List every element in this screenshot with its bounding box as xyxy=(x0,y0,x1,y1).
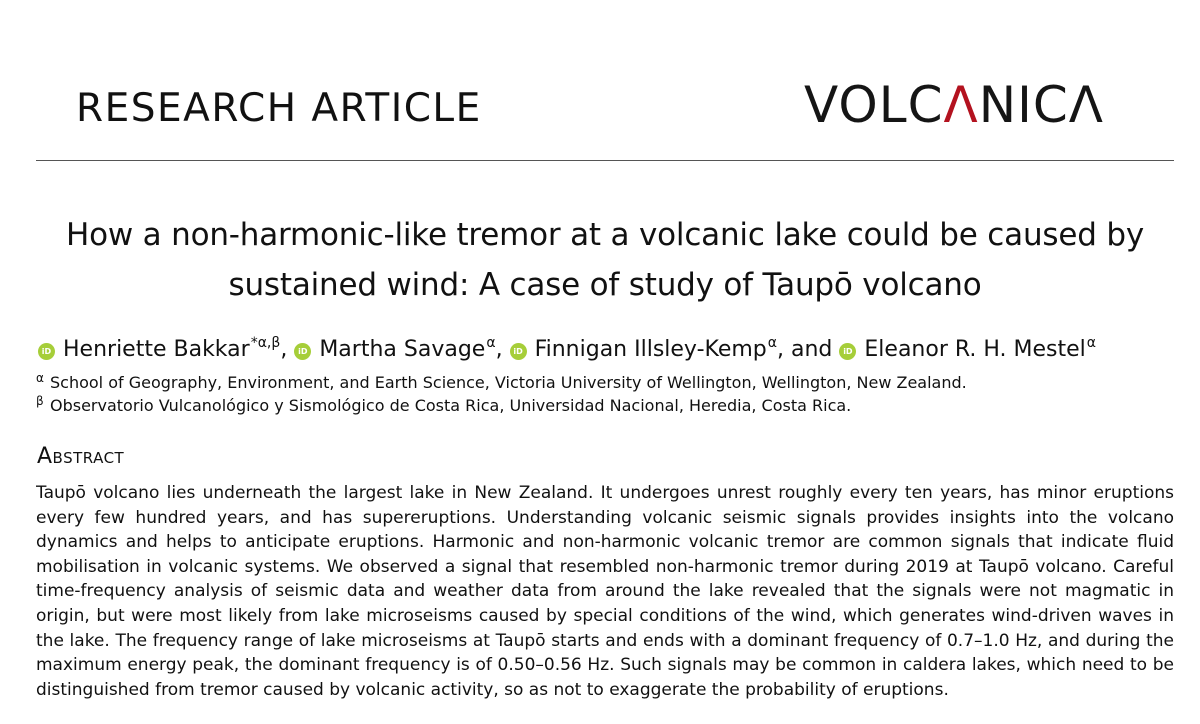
author-name: Martha Savage xyxy=(319,337,486,362)
author-name: Henriette Bakkar xyxy=(63,337,250,362)
logo-final-letter: Λ xyxy=(1068,76,1104,134)
affiliation-mark: α xyxy=(36,371,44,385)
author-name: Eleanor R. H. Mestel xyxy=(864,337,1086,362)
orcid-icon[interactable]: iD xyxy=(38,343,55,360)
author-separator: , and xyxy=(777,337,833,362)
article-title: How a non-harmonic-like tremor at a volcanic lake could be caused by sustained wind: A case of study of Taupō volcano xyxy=(66,217,1144,303)
header-divider xyxy=(36,160,1174,161)
article-header xyxy=(36,72,1174,162)
journal-logo[interactable]: VOLCΛNICΛ xyxy=(804,76,1104,134)
affiliation-mark: β xyxy=(36,394,44,408)
abstract-heading: Abstract xyxy=(37,444,125,469)
orcid-icon[interactable]: iD xyxy=(294,343,311,360)
author-name: Finnigan Illsley-Kemp xyxy=(534,337,767,362)
author-affiliation-mark: α xyxy=(767,335,777,351)
author-list xyxy=(38,328,1178,365)
logo-accent-letter: Λ xyxy=(943,76,979,134)
abstract-text: Taupō volcano lies underneath the largest lake in New Zealand. It undergoes unrest roughly every ten years, has minor eruptions every few hundred years, and has supereruptions. Understanding volcanic seismic signals provides insights into the volcano dynamics and helps to anticipate eruptions. Harmonic and non-harmonic volcanic tremor are common signals that indicate fluid mobilisation in volcanic systems. We observed a signal that resembled non-harmonic tremor during 2019 at Taupō volcano. Careful time-frequency analysis of seismic data and weather data from around the lake revealed that the signals were not magmatic in origin, but were most likely from lake microseisms caused by special conditions of the wind, which generates wind-driven waves in the lake. The frequency range of lake microseisms at Taupō starts and ends with a dominant frequency of 0.7–1.0 Hz, and during the maximum energy peak, the dominant frequency is of 0.50–0.56 Hz. Such signals may be common in caldera lakes, which need to be distinguished from tremor caused by volcanic activity, so as not to exaggerate the probability of eruptions. xyxy=(36,483,1174,700)
section-type-label: RESEARCH ARTICLE xyxy=(76,86,482,131)
orcid-icon[interactable]: iD xyxy=(510,343,527,360)
author-affiliation-mark: α xyxy=(486,335,496,351)
affiliation-text: Observatorio Vulcanológico y Sismológico de Costa Rica, Universidad Nacional, Heredia, Costa Rica. xyxy=(50,396,852,415)
author-affiliation-mark: α xyxy=(1086,335,1096,351)
author-affiliation-mark: *α,β xyxy=(250,335,281,351)
affiliation-text: School of Geography, Environment, and Earth Science, Victoria University of Wellington, Wellington, New Zealand. xyxy=(50,373,967,392)
orcid-icon[interactable]: iD xyxy=(839,343,856,360)
author-separator: , xyxy=(495,337,503,362)
author-separator: , xyxy=(280,337,288,362)
affiliation-beta xyxy=(36,390,851,417)
